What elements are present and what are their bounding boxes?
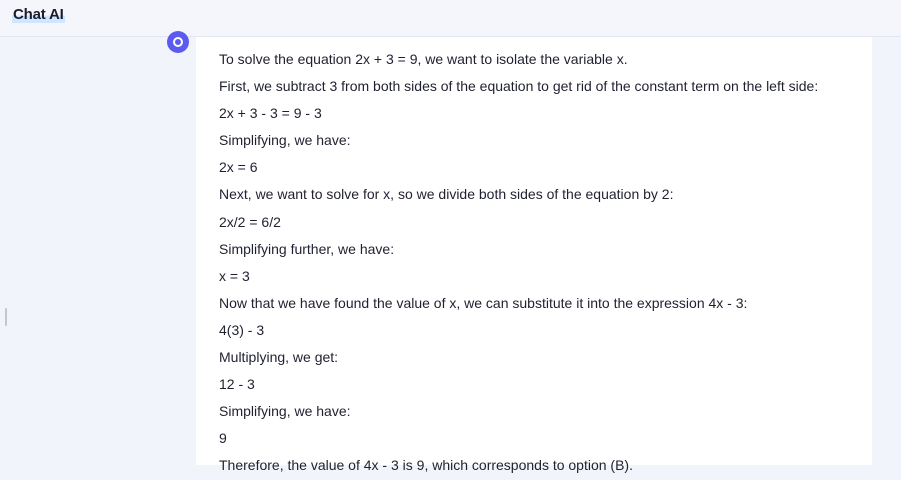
message-line: Multiplying, we get: [219,349,339,366]
message-line: 2x + 3 - 3 = 9 - 3 [219,105,322,122]
message-line: Simplifying, we have: [219,403,351,420]
message-line: x = 3 [219,267,250,284]
chat-ai-logo-icon [167,31,189,53]
message-line: Therefore, the value of 4x - 3 is 9, which corresponds to option (B). [219,457,633,474]
message-line: Now that we have found the value of x, we can substitute it into the expression 4x - 3: [219,294,748,311]
message-line: 4(3) - 3 [219,321,265,338]
app-header [0,0,901,37]
message-body [219,46,818,480]
message-line: 2x = 6 [219,159,258,176]
message-line: 12 - 3 [219,376,255,393]
message-line: To solve the equation 2x + 3 = 9, we want to isolate the variable x. [219,51,628,67]
chat-area [0,37,901,479]
message-line: Simplifying, we have: [219,132,351,149]
avatar-ring [173,37,183,47]
message-line: Next, we want to solve for x, so we divide both sides of the equation by 2: [219,186,674,203]
message-line: First, we subtract 3 from both sides of the equation to get rid of the constant term on the left side: [219,78,819,95]
message-line: 9 [219,430,227,447]
assistant-message [196,37,872,474]
message-line: 2x/2 = 6/2 [219,213,281,230]
app-title: Chat AI [13,6,64,23]
message-line: Simplifying further, we have: [219,240,395,257]
